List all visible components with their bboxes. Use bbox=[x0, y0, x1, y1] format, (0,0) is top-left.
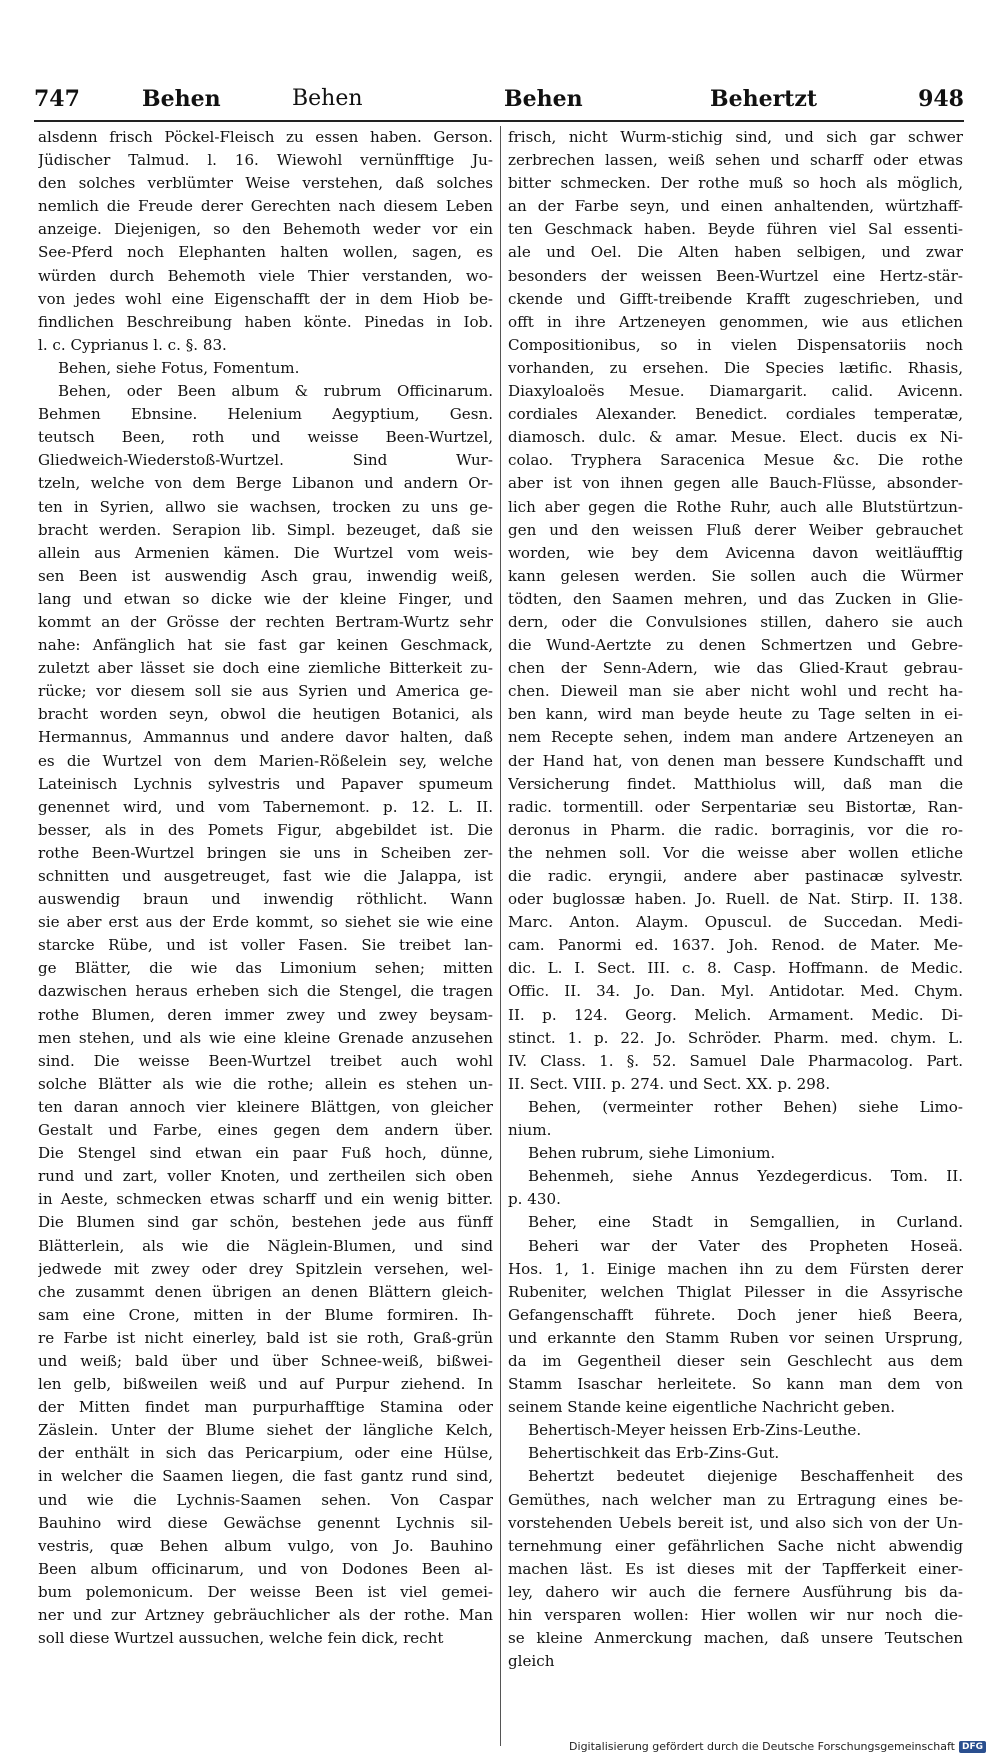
text-line: sam eine Crone, mitten in der Blume formiren. Ih- bbox=[38, 1305, 493, 1324]
text-line: sie aber erst aus der Erde kommt, so siehet sie wie eine bbox=[38, 913, 493, 932]
text-line: Gefangenschafft führete. Doch jener hieß Beera, bbox=[508, 1305, 963, 1324]
right-center-word: Behertzt bbox=[710, 86, 817, 112]
text-line: ley, dahero wir auch die fernere Ausführung bis da- bbox=[508, 1582, 963, 1601]
text-line: in Aeste, schmecken etwas scharff und ein wenig bitter. bbox=[38, 1190, 493, 1209]
text-line: dazwischen heraus erheben sich die Stengel, die tragen bbox=[38, 982, 493, 1001]
text-line: ckende und Gifft-treibende Krafft zugeschrieben, und bbox=[508, 289, 963, 308]
text-line: Behen rubrum, siehe Limonium. bbox=[528, 1144, 776, 1163]
text-line: es die Wurtzel von dem Marien-Rößelein sey, welche bbox=[38, 751, 493, 770]
running-header bbox=[34, 86, 964, 122]
text-line: cam. Panormi ed. 1637. Joh. Renod. de Mater. Me- bbox=[508, 936, 963, 955]
text-line: Behertisch-Meyer heissen Erb-Zins-Leuthe. bbox=[528, 1421, 862, 1440]
text-line: der Mitten findet man purpurhafftige Stamina oder bbox=[38, 1398, 493, 1417]
text-line: se kleine Anmerckung machen, daß unsere Teutschen bbox=[508, 1629, 963, 1648]
text-line: II. Sect. VIII. p. 274. und Sect. XX. p. 298. bbox=[508, 1074, 831, 1093]
text-line: ten daran annoch vier kleinere Blättgen, von gleicher bbox=[38, 1097, 493, 1116]
text-line: würden durch Behemoth viele Thier verstanden, wo- bbox=[38, 266, 493, 285]
right-page-number: 948 bbox=[918, 86, 964, 112]
text-line: aber ist von ihnen gegen alle Bauch-Flüsse, absonder- bbox=[508, 474, 963, 493]
text-line: Gemüthes, nach welcher man zu Ertragung eines be- bbox=[508, 1490, 963, 1509]
text-line: radic. tormentill. oder Serpentariæ seu Bistortæ, Ran- bbox=[508, 797, 963, 816]
text-line: chen der Senn-Adern, wie das Glied-Kraut gebrau- bbox=[508, 659, 963, 678]
text-line: Diaxyloaloës Mesue. Diamargarit. calid. Avicenn. bbox=[508, 382, 963, 401]
text-line: Compositionibus, so in vielen Dispensatoriis noch bbox=[508, 335, 963, 354]
text-line: Behmen Ebnsine. Helenium Aegyptium, Gesn. bbox=[38, 405, 493, 424]
text-line: den solches verblümter Weise verstehen, daß solches bbox=[38, 174, 493, 193]
left-page-number: 747 bbox=[34, 86, 80, 112]
text-line: ge Blätter, die wie das Limonium sehen; mitten bbox=[38, 959, 493, 978]
text-line: Blätterlein, als wie die Näglein-Blumen, und sind bbox=[38, 1236, 493, 1255]
text-line: Beher, eine Stadt in Semgallien, in Curland. bbox=[528, 1213, 963, 1232]
text-line: gleich bbox=[508, 1652, 555, 1671]
text-line: anzeige. Diejenigen, so den Behemoth weder vor ein bbox=[38, 220, 493, 239]
digitization-credit bbox=[569, 1740, 986, 1753]
text-line: rothe Been-Wurtzel bringen sie uns in Scheiben zer- bbox=[38, 843, 493, 862]
text-line: bracht worden seyn, obwol die heutigen Botanici, als bbox=[38, 705, 493, 724]
text-line: ten Geschmack haben. Beyde führen viel Sal essenti- bbox=[508, 220, 963, 239]
text-line: allein aus Armenien kämen. Die Wurtzel vom weis- bbox=[38, 543, 493, 562]
text-line: len gelb, bißweilen weiß und auf Purpur ziehend. In bbox=[38, 1375, 493, 1394]
text-line: kommt an der Grösse der rechten Bertram-Wurtz sehr bbox=[38, 612, 493, 631]
text-line: zuletzt aber lässet sie doch eine ziemliche Bitterkeit zu- bbox=[38, 659, 493, 678]
text-line: diamosch. dulc. & amar. Mesue. Elect. ducis ex Ni- bbox=[508, 428, 963, 447]
text-line: tödten, den Saamen mehren, und das Zucken in Glie- bbox=[508, 589, 963, 608]
text-line: Behertzt bedeutet diejenige Beschaffenheit des bbox=[528, 1467, 963, 1486]
text-line: Behenmeh, siehe Annus Yezdegerdicus. Tom. II. bbox=[528, 1167, 963, 1186]
left-catchword: Behen bbox=[142, 86, 221, 112]
text-line: Beheri war der Vater des Propheten Hoseä. bbox=[528, 1236, 963, 1255]
text-line: genennet wird, und vom Tabernemont. p. 12. L. II. bbox=[38, 797, 493, 816]
credit-text: Digitalisierung gefördert durch die Deutsche Forschungsgemeinschaft bbox=[569, 1740, 955, 1753]
text-line: da im Gegentheil dieser sein Geschlecht aus dem bbox=[508, 1351, 963, 1370]
text-line: ale und Oel. Die Alten haben selbigen, und zwar bbox=[508, 243, 963, 262]
text-line: ben kann, wird man beyde heute zu Tage selten in ei- bbox=[508, 705, 963, 724]
text-line: bracht werden. Serapion lib. Simpl. bezeuget, daß sie bbox=[38, 520, 493, 539]
text-line: die radic. eryngii, andere aber pastinacæ sylvestr. bbox=[508, 867, 963, 885]
text-line: der Hand hat, von denen man bessere Kundschafft und bbox=[508, 751, 963, 770]
text-line: re Farbe ist nicht einerley, bald ist sie roth, Graß-grün bbox=[38, 1328, 493, 1347]
text-line: rund und zart, voller Knoten, und zertheilen sich oben bbox=[38, 1167, 493, 1186]
text-line: rücke; vor diesem soll sie aus Syrien und America ge- bbox=[38, 682, 493, 701]
text-line: besser, als in des Pomets Figur, abgebildet ist. Die bbox=[38, 820, 493, 839]
text-line: sen Been ist auswendig Asch grau, inwendig weiß, bbox=[38, 566, 493, 585]
text-line: Marc. Anton. Alaym. Opuscul. de Succedan. Medi- bbox=[508, 913, 963, 932]
text-line: Behen, oder Been album & rubrum Officinarum. bbox=[58, 382, 493, 401]
left-text-column bbox=[38, 126, 493, 1650]
text-line: chen. Dieweil man sie aber nicht wohl und recht ha- bbox=[508, 682, 963, 701]
text-line: l. c. Cyprianus l. c. §. 83. bbox=[38, 335, 227, 354]
text-line: von jedes wohl eine Eigenschafft der in dem Hiob be- bbox=[38, 289, 493, 308]
text-line: II. p. 124. Georg. Melich. Armament. Medic. Di- bbox=[508, 1005, 963, 1024]
text-line: solche Blätter als wie die rothe; allein es stehen un- bbox=[38, 1074, 493, 1093]
text-line: Behen, (vermeinter rother Behen) siehe Limo- bbox=[528, 1097, 963, 1116]
text-line: die Wund-Aertzte zu denen Schmertzen und Gebre- bbox=[508, 636, 963, 655]
text-line: cordiales Alexander. Benedict. cordiales temperatæ, bbox=[508, 405, 963, 424]
text-line: ten in Syrien, allwo sie wachsen, trocken zu uns ge- bbox=[38, 497, 493, 516]
text-line: deronus in Pharm. die radic. borraginis, vor die ro- bbox=[508, 820, 963, 839]
text-line: Hermannus, Ammannus und andere davor halten, daß bbox=[38, 728, 493, 747]
left-center-word: Behen bbox=[292, 86, 363, 111]
text-line: oder buglossæ haben. Jo. Ruell. de Nat. Stirp. II. 138. bbox=[508, 890, 963, 909]
text-line: Gliedweich-Wiederstoß-Wurtzel. Sind Wur- bbox=[38, 451, 493, 470]
text-line: Been album officinarum, und von Dodones Been al- bbox=[38, 1559, 493, 1578]
text-line: vorstehenden Uebels bereit ist, und also sich von der Un- bbox=[508, 1513, 963, 1532]
text-line: und erkannte den Stamm Ruben vor seinen Ursprung, bbox=[508, 1328, 963, 1347]
text-line: Bauhino wird diese Gewächse genennt Lychnis sil- bbox=[38, 1513, 493, 1532]
header-rule bbox=[34, 120, 964, 122]
text-line: worden, wie bey dem Avicenna davon weitläufftig bbox=[508, 543, 963, 562]
text-line: auswendig braun und inwendig röthlicht. Wann bbox=[38, 890, 493, 909]
text-line: teutsch Been, roth und weisse Been-Wurtzel, bbox=[38, 428, 493, 447]
text-line: Behertischkeit das Erb-Zins-Gut. bbox=[528, 1444, 780, 1463]
text-line: Zäslein. Unter der Blume siehet der längliche Kelch, bbox=[38, 1421, 493, 1440]
text-line: lich aber gegen die Rothe Ruhr, auch alle Blutstürtzun- bbox=[508, 497, 963, 516]
text-line: hin versparen wollen: Hier wollen wir nur noch die- bbox=[508, 1606, 963, 1624]
text-line: Lateinisch Lychnis sylvestris und Papaver spumeum bbox=[38, 774, 493, 793]
text-line: jedwede mit zwey oder drey Spitzlein versehen, wel- bbox=[38, 1259, 493, 1278]
text-line: IV. Class. 1. §. 52. Samuel Dale Pharmacolog. Part. bbox=[508, 1051, 963, 1070]
text-line: vestris, quæ Behen album vulgo, von Jo. Bauhino bbox=[38, 1536, 493, 1555]
text-line: und weiß; bald über und über Schnee-weiß, bißwei- bbox=[38, 1351, 493, 1370]
text-line: starcke Rübe, und ist voller Fasen. Sie treibet lan- bbox=[38, 936, 493, 955]
text-line: kann gelesen werden. Sie sollen auch die Würmer bbox=[508, 566, 963, 585]
text-line: offt in ihre Artzeneyen genommen, wie aus etlichen bbox=[508, 312, 963, 331]
text-line: Die Stengel sind etwan ein paar Fuß hoch, dünne, bbox=[38, 1144, 493, 1163]
text-line: colao. Tryphera Saracenica Mesue &c. Die rothe bbox=[508, 451, 963, 470]
text-line: the nehmen soll. Vor die weisse aber wollen etliche bbox=[508, 843, 963, 862]
text-line: besonders der weissen Been-Wurtzel eine Hertz-stär- bbox=[508, 266, 963, 285]
text-line: Rubeniter, welchen Thiglat Pilesser in die Assyrische bbox=[508, 1282, 963, 1301]
text-line: machen läst. Es ist dieses mit der Tapfferkeit einer- bbox=[508, 1559, 963, 1578]
text-line: Versicherung findet. Matthiolus will, daß man die bbox=[508, 774, 963, 793]
text-line: lang und etwan so dicke wie der kleine Finger, und bbox=[38, 589, 493, 608]
text-line: ner und zur Artzney gebräuchlicher als der rothe. Man bbox=[38, 1606, 493, 1624]
text-line: tzeln, welche von dem Berge Libanon und andern Or- bbox=[38, 474, 493, 493]
text-line: men stehen, und als wie eine kleine Grenade anzusehen bbox=[38, 1028, 493, 1047]
text-line: rothe Blumen, deren immer zwey und zwey beysam- bbox=[38, 1005, 493, 1024]
text-line: stinct. 1. p. 22. Jo. Schröder. Pharm. med. chym. L. bbox=[508, 1028, 963, 1047]
text-line: schnitten und ausgetreuget, fast wie die Jalappa, ist bbox=[38, 867, 493, 885]
text-line: dic. L. I. Sect. III. c. 8. Casp. Hoffmann. de Medic. bbox=[508, 959, 963, 978]
text-line: zerbrechen lassen, weiß sehen und scharff oder etwas bbox=[508, 151, 963, 170]
text-line: sind. Die weisse Been-Wurtzel treibet auch wohl bbox=[38, 1051, 493, 1070]
column-divider bbox=[500, 126, 501, 1746]
right-text-column bbox=[508, 126, 963, 1673]
text-line: See-Pferd noch Elephanten halten wollen, sagen, es bbox=[38, 243, 493, 262]
text-line: alsdenn frisch Pöckel-Fleisch zu essen haben. Gerson. bbox=[38, 128, 493, 146]
text-line: ternehmung einer gefährlichen Sache nicht abwendig bbox=[508, 1536, 963, 1555]
text-line: nium. bbox=[508, 1121, 552, 1140]
text-line: nahe: Anfänglich hat sie fast gar keinen Geschmack, bbox=[38, 636, 493, 655]
text-line: Jüdischer Talmud. l. 16. Wiewohl vernünfftige Ju- bbox=[38, 151, 493, 170]
text-line: seinem Stande keine eigentliche Nachricht geben. bbox=[508, 1398, 896, 1417]
text-line: Offic. II. 34. Jo. Dan. Myl. Antidotar. Med. Chym. bbox=[508, 982, 963, 1001]
text-line: Behen, siehe Fotus, Fomentum. bbox=[58, 358, 300, 377]
right-catchword: Behen bbox=[504, 86, 583, 112]
text-line: findlichen Beschreibung haben könte. Pinedas in Iob. bbox=[38, 312, 493, 331]
text-line: Gestalt und Farbe, eines gegen dem andern über. bbox=[38, 1121, 493, 1140]
text-line: in welcher die Saamen liegen, die fast gantz rund sind, bbox=[38, 1467, 493, 1486]
dfg-logo: DFG bbox=[959, 1741, 986, 1753]
text-line: bitter schmecken. Der rothe muß so hoch als möglich, bbox=[508, 174, 963, 193]
text-line: bum polemonicum. Der weisse Been ist viel gemei- bbox=[38, 1582, 493, 1601]
text-line: nem Recepte sehen, indem man andere Artzeneyen an bbox=[508, 728, 963, 747]
text-line: an der Farbe seyn, und einen anhaltenden, würtzhaff- bbox=[508, 197, 963, 216]
text-line: nemlich die Freude derer Gerechten nach diesem Leben bbox=[38, 197, 493, 216]
text-line: Stamm Isaschar herleitete. So kann man dem von bbox=[508, 1375, 963, 1394]
text-line: Hos. 1, 1. Einige machen ihn zu dem Fürsten derer bbox=[508, 1259, 963, 1278]
text-line: und wie die Lychnis-Saamen sehen. Von Caspar bbox=[38, 1490, 493, 1509]
text-line: p. 430. bbox=[508, 1190, 561, 1209]
text-line: der enthält in sich das Pericarpium, oder eine Hülse, bbox=[38, 1444, 493, 1463]
text-line: frisch, nicht Wurm-stichig sind, und sich gar schwer bbox=[508, 128, 963, 146]
text-line: vorhanden, zu ersehen. Die Species lætific. Rhasis, bbox=[508, 358, 963, 377]
text-line: che zusammt denen übrigen an denen Blättern gleich- bbox=[38, 1282, 493, 1301]
text-line: soll diese Wurtzel aussuchen, welche fein dick, recht bbox=[38, 1629, 444, 1648]
text-line: Die Blumen sind gar schön, bestehen jede aus fünff bbox=[38, 1213, 493, 1232]
text-line: dern, oder die Convulsiones stillen, dahero sie auch bbox=[508, 612, 963, 631]
text-line: gen und den weissen Fluß derer Weiber gebrauchet bbox=[508, 520, 963, 539]
